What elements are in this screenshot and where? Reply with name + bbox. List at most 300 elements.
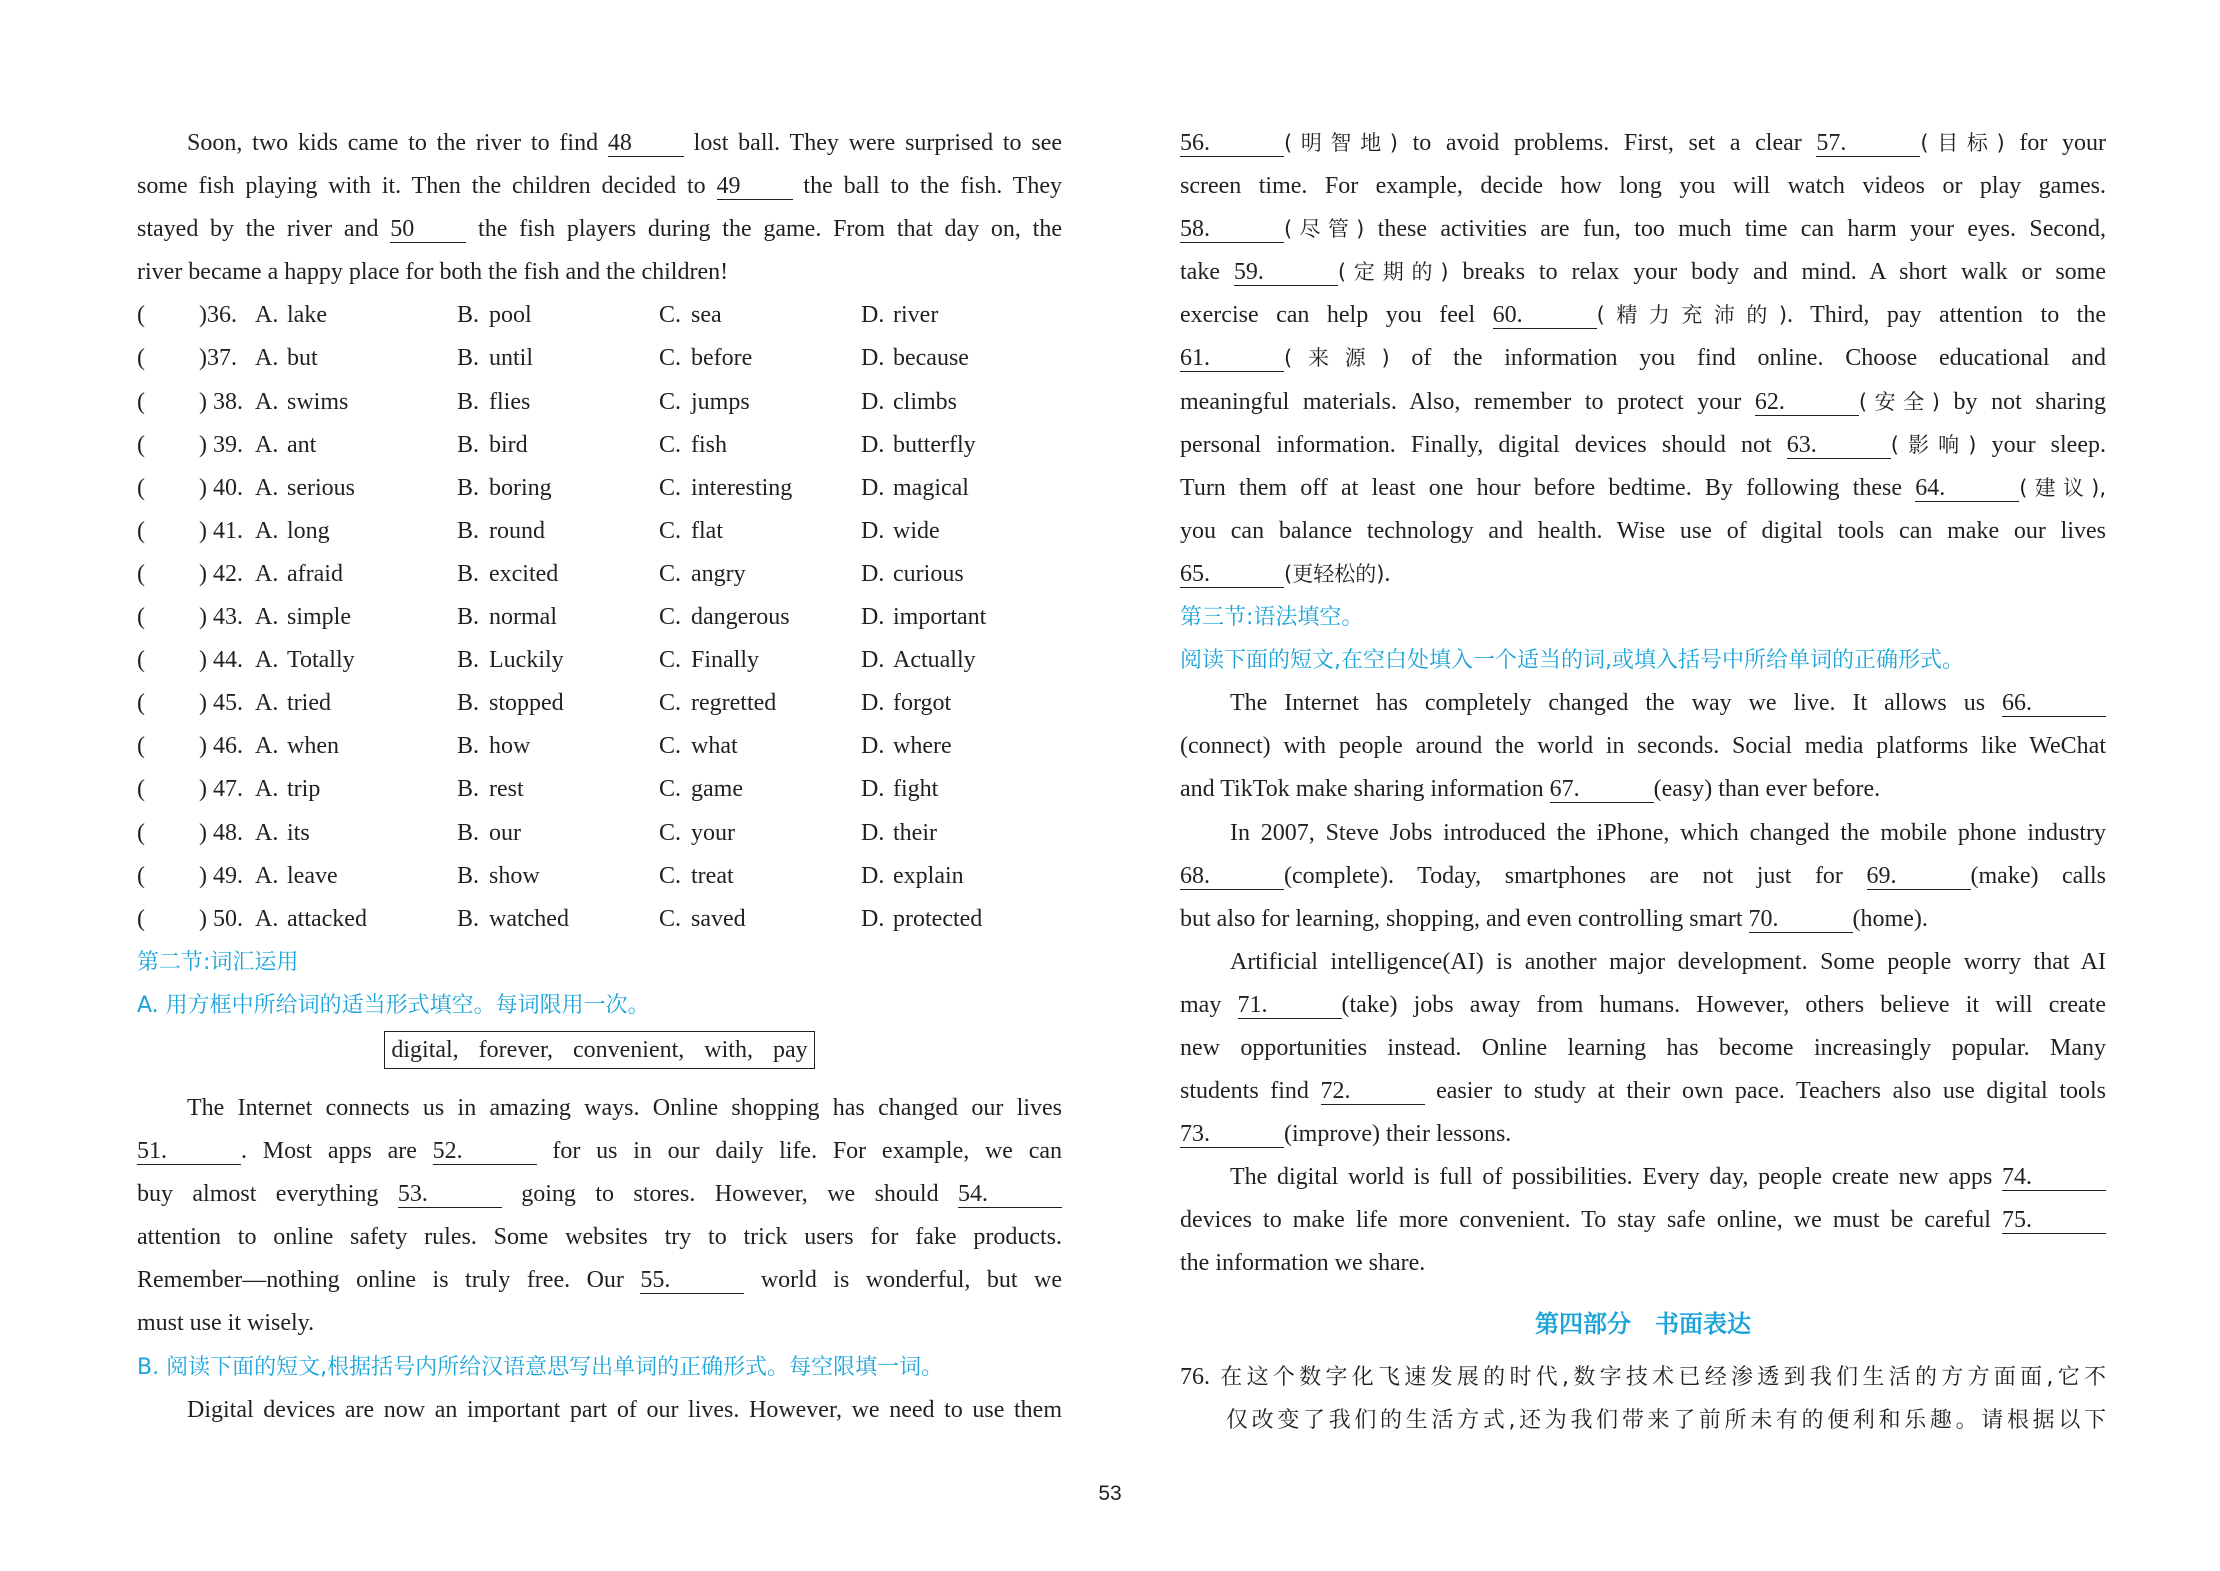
option-text: but: [287, 345, 318, 372]
left-column: [137, 122, 1062, 1432]
answer-paren[interactable]: (: [137, 733, 145, 760]
text-line: Turn them off at least one hour before bedtime. By following these 64. (建议),: [1180, 474, 2107, 501]
question-row: [137, 337, 1062, 380]
blank-58[interactable]: 58.: [1180, 216, 1284, 243]
option-letter: A.: [255, 517, 279, 544]
answer-paren[interactable]: (: [137, 905, 145, 932]
option-d[interactable]: [861, 467, 1061, 510]
option-text: angry: [691, 560, 746, 587]
answer-paren[interactable]: (: [137, 560, 145, 587]
option-c[interactable]: [659, 812, 861, 855]
option-text: before: [691, 345, 753, 372]
option-d[interactable]: [861, 898, 1061, 941]
q76-line2: 仅改变了我们的生活方式,还为我们带来了前所未有的便利和乐趣。请根据以下: [1226, 1407, 2106, 1433]
option-letter: B.: [457, 862, 480, 889]
option-a[interactable]: [255, 553, 457, 596]
text-line: 73. (improve) their lessons.: [1180, 1121, 1512, 1148]
grammar-passage: [1180, 682, 2106, 1285]
answer-paren[interactable]: (: [137, 345, 145, 372]
blank-54[interactable]: 54.: [958, 1181, 1062, 1208]
text-line: 58. (尽管) these activities are fun, too much time can harm your eyes. Second,: [1180, 216, 2106, 243]
text-line: buy almost everything 53. going to stores. However, we should 54.: [137, 1173, 1062, 1216]
option-d[interactable]: [861, 596, 1061, 639]
option-a[interactable]: [255, 596, 457, 639]
part4-title: 第四部分 书面表达: [1535, 1309, 1751, 1338]
option-letter: A.: [255, 388, 279, 415]
partA-instruction: A. 用方框中所给词的适当形式填空。每词限用一次。: [137, 992, 650, 1018]
option-letter: D.: [861, 560, 885, 587]
writing-question-76: [1180, 1356, 2106, 1442]
option-text: Finally: [691, 647, 760, 674]
question-number: ) 44.: [199, 647, 243, 674]
option-text: forgot: [893, 690, 952, 717]
option-b[interactable]: [457, 510, 659, 553]
option-letter: B.: [457, 388, 480, 415]
option-text: protected: [893, 905, 983, 932]
word-box: digital, forever, convenient, with, pay: [384, 1031, 814, 1069]
question-row: [137, 682, 1062, 725]
option-text: wide: [893, 517, 940, 544]
text-line: personal information. Finally, digital devices should not 63. (影响) your sleep.: [1180, 431, 2106, 458]
option-text: excited: [489, 560, 559, 587]
blank-70[interactable]: 70.: [1749, 906, 1853, 933]
question-number: ) 49.: [199, 862, 243, 889]
answer-paren[interactable]: (: [137, 388, 145, 415]
option-letter: C.: [659, 819, 682, 846]
option-c[interactable]: [659, 467, 861, 510]
text-line: 56. (明智地) to avoid problems. First, set a clear 57. (目标) for your: [1180, 130, 2106, 156]
text-line: Artificial intelligence(AI) is another major development. Some people worry that AI: [1230, 948, 2106, 975]
option-b[interactable]: [457, 812, 659, 855]
option-letter: B.: [457, 560, 480, 587]
blank-72[interactable]: 72.: [1321, 1078, 1425, 1105]
option-letter: B.: [457, 776, 480, 803]
question-row: [137, 467, 1062, 510]
option-letter: D.: [861, 345, 885, 372]
option-b[interactable]: [457, 467, 659, 510]
option-a[interactable]: [255, 337, 457, 380]
option-d[interactable]: [861, 294, 1061, 337]
option-letter: D.: [861, 647, 885, 674]
blank-57[interactable]: 57.: [1816, 130, 1920, 157]
option-text: what: [691, 733, 738, 760]
option-text: Actually: [893, 647, 976, 674]
answer-paren[interactable]: (: [137, 690, 145, 717]
text-line: Soon, two kids came to the river to find 48 lost ball. They were surprised to see: [187, 130, 1062, 156]
option-letter: C.: [659, 517, 682, 544]
question-row: [137, 553, 1062, 596]
option-letter: D.: [861, 517, 885, 544]
option-letter: B.: [457, 733, 480, 760]
option-letter: B.: [457, 474, 480, 501]
option-text: their: [893, 819, 937, 846]
blank-52[interactable]: 52.: [433, 1138, 537, 1165]
text-line: must use it wisely.: [137, 1310, 315, 1337]
option-b[interactable]: [457, 553, 659, 596]
option-text: Totally: [287, 647, 355, 674]
option-a[interactable]: [255, 898, 457, 941]
option-letter: A.: [255, 302, 279, 329]
q76-line1: 76. 在这个数字化飞速发展的时代,数字技术已经渗透到我们生活的方方面面,它不: [1180, 1363, 2106, 1390]
option-letter: B.: [457, 819, 480, 846]
option-c[interactable]: [659, 855, 861, 898]
option-text: fish: [691, 431, 727, 458]
question-row: [137, 596, 1062, 639]
option-c[interactable]: [659, 510, 861, 553]
option-text: lake: [287, 302, 327, 329]
question-number: ) 40.: [199, 474, 243, 501]
option-letter: A.: [255, 690, 279, 717]
option-letter: A.: [255, 345, 279, 372]
option-c[interactable]: [659, 381, 861, 424]
option-text: our: [489, 819, 521, 846]
option-letter: B.: [457, 345, 480, 372]
blank-64[interactable]: 64.: [1915, 475, 2019, 502]
text-line: The digital world is full of possibilities. Every day, people create new apps 74.: [1180, 1156, 2106, 1199]
partB-instruction: B. 阅读下面的短文,根据括号内所给汉语意思写出单词的正确形式。每空限填一词。: [137, 1354, 944, 1380]
option-text: stopped: [489, 690, 564, 717]
option-letter: B.: [457, 431, 480, 458]
option-letter: A.: [255, 560, 279, 587]
option-letter: C.: [659, 345, 682, 372]
option-c[interactable]: [659, 639, 861, 682]
option-d[interactable]: [861, 337, 1061, 380]
option-d[interactable]: [861, 553, 1061, 596]
option-text: flat: [691, 517, 723, 544]
option-letter: D.: [861, 431, 885, 458]
blank-68[interactable]: 68.: [1180, 863, 1284, 890]
option-letter: A.: [255, 819, 279, 846]
question-row: [137, 294, 1062, 337]
option-letter: C.: [659, 905, 682, 932]
option-text: sea: [691, 302, 722, 329]
option-letter: D.: [861, 474, 885, 501]
blank-51[interactable]: 51.: [137, 1138, 241, 1165]
question-row: [137, 510, 1062, 553]
option-letter: A.: [255, 431, 279, 458]
answer-paren[interactable]: (: [137, 819, 145, 846]
question-row: [137, 898, 1062, 941]
question-number: ) 38.: [199, 388, 243, 415]
question-number: )37.: [199, 345, 237, 372]
blank-61[interactable]: 61.: [1180, 345, 1284, 372]
option-a[interactable]: [255, 639, 457, 682]
answer-paren[interactable]: (: [137, 604, 145, 631]
page-number: 53: [1098, 1482, 1122, 1505]
option-letter: A.: [255, 776, 279, 803]
blank-56[interactable]: 56.: [1180, 130, 1284, 157]
option-text: how: [489, 733, 531, 760]
option-d[interactable]: [861, 768, 1061, 811]
option-text: long: [287, 517, 330, 544]
option-letter: D.: [861, 733, 885, 760]
blank-75[interactable]: 75.: [2002, 1207, 2106, 1234]
blank-63[interactable]: 63.: [1787, 432, 1891, 459]
option-d[interactable]: [861, 682, 1061, 725]
option-letter: C.: [659, 733, 682, 760]
answer-paren[interactable]: (: [137, 302, 145, 329]
option-letter: A.: [255, 905, 279, 932]
option-text: rest: [489, 776, 524, 803]
option-b[interactable]: [457, 725, 659, 768]
option-text: Luckily: [489, 647, 564, 674]
option-d[interactable]: [861, 812, 1061, 855]
option-letter: A.: [255, 647, 279, 674]
option-d[interactable]: [861, 381, 1061, 424]
option-text: trip: [287, 776, 321, 803]
text-line: Remember—nothing online is truly free. Our 55. world is wonderful, but we: [137, 1267, 1062, 1294]
text-line: devices to make life more convenient. To stay safe online, we must be careful 75.: [1180, 1199, 2106, 1242]
option-text: normal: [489, 604, 557, 631]
option-text: dangerous: [691, 604, 790, 631]
option-a[interactable]: [255, 682, 457, 725]
option-letter: C.: [659, 302, 682, 329]
question-row: [137, 639, 1062, 682]
option-a[interactable]: [255, 381, 457, 424]
option-c[interactable]: [659, 337, 861, 380]
option-text: curious: [893, 560, 964, 587]
option-text: your: [691, 819, 735, 846]
option-letter: D.: [861, 690, 885, 717]
option-d[interactable]: [861, 639, 1061, 682]
option-b[interactable]: [457, 596, 659, 639]
blank-66[interactable]: 66.: [2002, 690, 2106, 717]
option-letter: C.: [659, 560, 682, 587]
option-text: saved: [691, 905, 746, 932]
text-line: The Internet has completely changed the way we live. It allows us 66.: [1180, 682, 2106, 725]
option-text: pool: [489, 302, 532, 329]
question-number: ) 50.: [199, 905, 243, 932]
option-c[interactable]: [659, 596, 861, 639]
option-a[interactable]: [255, 467, 457, 510]
question-row: [137, 381, 1062, 424]
option-text: butterfly: [893, 431, 976, 458]
option-d[interactable]: [861, 510, 1061, 553]
option-text: tried: [287, 690, 331, 717]
option-text: interesting: [691, 474, 793, 501]
cloze-blank-48[interactable]: 48: [608, 130, 684, 157]
option-a[interactable]: [255, 510, 457, 553]
text-line: take 59. (定期的) breaks to relax your body and mind. A short walk or some: [1180, 259, 2106, 286]
blank-74[interactable]: 74.: [2002, 1164, 2106, 1191]
option-text: bird: [489, 431, 528, 458]
option-b[interactable]: [457, 294, 659, 337]
passageB-continued: [1180, 122, 2106, 596]
section3-instruction: 阅读下面的短文,在空白处填入一个适当的词,或填入括号中所给单词的正确形式。: [1180, 648, 1964, 674]
answer-paren[interactable]: (: [137, 517, 145, 544]
option-text: game: [691, 776, 743, 803]
text-line: stayed by the river and 50 the fish players during the game. From that day on, the: [137, 216, 1062, 243]
question-number: )36.: [199, 302, 237, 329]
option-letter: A.: [255, 474, 279, 501]
option-letter: D.: [861, 388, 885, 415]
question-row: [137, 812, 1062, 855]
question-number: ) 47.: [199, 776, 243, 803]
option-c[interactable]: [659, 294, 861, 337]
option-text: magical: [893, 474, 969, 501]
option-text: simple: [287, 604, 351, 631]
option-b[interactable]: [457, 768, 659, 811]
text-line: (connect) with people around the world in seconds. Social media platforms like WeChat: [1180, 733, 2106, 760]
option-letter: C.: [659, 776, 682, 803]
text-line: students find 72. easier to study at their own pace. Teachers also use digital tools: [1180, 1078, 2106, 1105]
option-letter: C.: [659, 862, 682, 889]
option-a[interactable]: [255, 294, 457, 337]
option-c[interactable]: [659, 553, 861, 596]
text-line: some fish playing with it. Then the children decided to 49 the ball to the fish. They: [137, 173, 1062, 200]
answer-paren[interactable]: (: [137, 474, 145, 501]
option-text: flies: [489, 388, 531, 415]
option-text: climbs: [893, 388, 957, 415]
option-b[interactable]: [457, 855, 659, 898]
section3-title: 第三节:语法填空。: [1180, 605, 1364, 631]
passageB-start: Digital devices are now an important part of our lives. However, we need to use them: [187, 1396, 1062, 1423]
option-text: explain: [893, 862, 964, 889]
option-letter: A.: [255, 862, 279, 889]
option-letter: C.: [659, 431, 682, 458]
blank-73[interactable]: 73.: [1180, 1121, 1284, 1148]
blank-69[interactable]: 69.: [1867, 863, 1971, 890]
option-text: jumps: [691, 388, 750, 415]
option-text: attacked: [287, 905, 367, 932]
option-a[interactable]: [255, 725, 457, 768]
option-text: watched: [489, 905, 569, 932]
option-b[interactable]: [457, 898, 659, 941]
option-text: serious: [287, 474, 355, 501]
option-c[interactable]: [659, 725, 861, 768]
option-b[interactable]: [457, 337, 659, 380]
question-number: ) 41.: [199, 517, 243, 544]
option-c[interactable]: [659, 424, 861, 467]
option-text: where: [893, 733, 952, 760]
option-letter: C.: [659, 604, 682, 631]
blank-62[interactable]: 62.: [1755, 389, 1859, 416]
question-number: ) 46.: [199, 733, 243, 760]
option-letter: D.: [861, 819, 885, 846]
option-b[interactable]: [457, 381, 659, 424]
option-letter: C.: [659, 690, 682, 717]
blank-59[interactable]: 59.: [1234, 259, 1338, 286]
option-d[interactable]: [861, 725, 1061, 768]
option-text: swims: [287, 388, 349, 415]
text-line: river became a happy place for both the fish and the children!: [137, 259, 729, 286]
option-a[interactable]: [255, 424, 457, 467]
option-d[interactable]: [861, 855, 1061, 898]
option-letter: B.: [457, 517, 480, 544]
option-letter: C.: [659, 474, 682, 501]
blank-53[interactable]: 53.: [398, 1181, 502, 1208]
question-number: ) 43.: [199, 604, 243, 631]
section2-title: 第二节:词汇运用: [137, 949, 299, 975]
text-line: screen time. For example, decide how long you will watch videos or play games.: [1180, 173, 2106, 200]
option-letter: B.: [457, 647, 480, 674]
cloze-blank-50[interactable]: 50: [390, 216, 466, 243]
question-row: [137, 768, 1062, 811]
blank-71[interactable]: 71.: [1238, 992, 1342, 1019]
text-line: The Internet connects us in amazing ways. Online shopping has changed our lives: [187, 1094, 1062, 1121]
option-text: when: [287, 733, 339, 760]
answer-paren[interactable]: (: [137, 862, 145, 889]
text-line: exercise can help you feel 60. (精力充沛的). Third, pay attention to the: [1180, 302, 2107, 329]
option-letter: D.: [861, 604, 885, 631]
option-c[interactable]: [659, 898, 861, 941]
option-letter: C.: [659, 647, 682, 674]
text-line: but also for learning, shopping, and even controlling smart 70. (home).: [1180, 905, 1928, 932]
option-letter: D.: [861, 905, 885, 932]
option-text: show: [489, 862, 540, 889]
text-line: attention to online safety rules. Some websites try to trick users for fake products.: [137, 1224, 1062, 1251]
option-letter: D.: [861, 302, 885, 329]
text-line: In 2007, Steve Jobs introduced the iPhone, which changed the mobile phone industry: [1230, 819, 2106, 846]
option-letter: D.: [861, 776, 885, 803]
answer-paren[interactable]: (: [137, 776, 145, 803]
option-text: regretted: [691, 690, 777, 717]
text-line: you can balance technology and health. Wise use of digital tools can make our lives: [1180, 517, 2106, 544]
option-letter: A.: [255, 733, 279, 760]
option-text: boring: [489, 474, 552, 501]
question-row: [137, 725, 1062, 768]
option-letter: B.: [457, 690, 480, 717]
option-c[interactable]: [659, 682, 861, 725]
option-text: afraid: [287, 560, 343, 587]
option-text: leave: [287, 862, 338, 889]
text-line: new opportunities instead. Online learning has become increasingly popular. Many: [1180, 1034, 2106, 1061]
answer-paren[interactable]: (: [137, 431, 145, 458]
question-number: ) 42.: [199, 560, 243, 587]
option-letter: C.: [659, 388, 682, 415]
blank-65[interactable]: 65.: [1180, 561, 1284, 588]
option-text: round: [489, 517, 545, 544]
question-number: ) 39.: [199, 431, 243, 458]
option-letter: B.: [457, 302, 480, 329]
cloze-blank-49[interactable]: 49: [717, 173, 793, 200]
blank-60[interactable]: 60.: [1493, 302, 1597, 329]
option-text: important: [893, 604, 987, 631]
option-b[interactable]: [457, 424, 659, 467]
option-b[interactable]: [457, 682, 659, 725]
option-d[interactable]: [861, 424, 1061, 467]
option-text: river: [893, 302, 939, 329]
text-line: 51. . Most apps are 52. for us in our daily life. For example, we can: [137, 1138, 1063, 1165]
text-line: 65. (更轻松的).: [1180, 560, 1391, 587]
option-text: its: [287, 819, 310, 846]
option-text: ant: [287, 431, 317, 458]
blank-67[interactable]: 67.: [1550, 776, 1654, 803]
right-column: [1180, 122, 2106, 1442]
option-a[interactable]: [255, 855, 457, 898]
text-line: meaningful materials. Also, remember to protect your 62. (安全) by not sharing: [1180, 388, 2107, 415]
option-letter: A.: [255, 604, 279, 631]
option-c[interactable]: [659, 768, 861, 811]
option-text: treat: [691, 862, 734, 889]
word-box-container: [137, 1027, 1062, 1087]
option-b[interactable]: [457, 639, 659, 682]
multiple-choice-questions: [137, 294, 1062, 940]
question-row: [137, 424, 1062, 467]
question-row: [137, 855, 1062, 898]
text-line: may 71. (take) jobs away from humans. However, others believe it will create: [1180, 991, 2106, 1018]
option-text: fight: [893, 776, 939, 803]
answer-paren[interactable]: (: [137, 647, 145, 674]
option-a[interactable]: [255, 768, 457, 811]
option-letter: B.: [457, 905, 480, 932]
option-letter: B.: [457, 604, 480, 631]
question-number: ) 45.: [199, 690, 243, 717]
question-number: ) 48.: [199, 819, 243, 846]
option-text: because: [893, 345, 969, 372]
option-a[interactable]: [255, 812, 457, 855]
blank-55[interactable]: 55.: [640, 1267, 744, 1294]
